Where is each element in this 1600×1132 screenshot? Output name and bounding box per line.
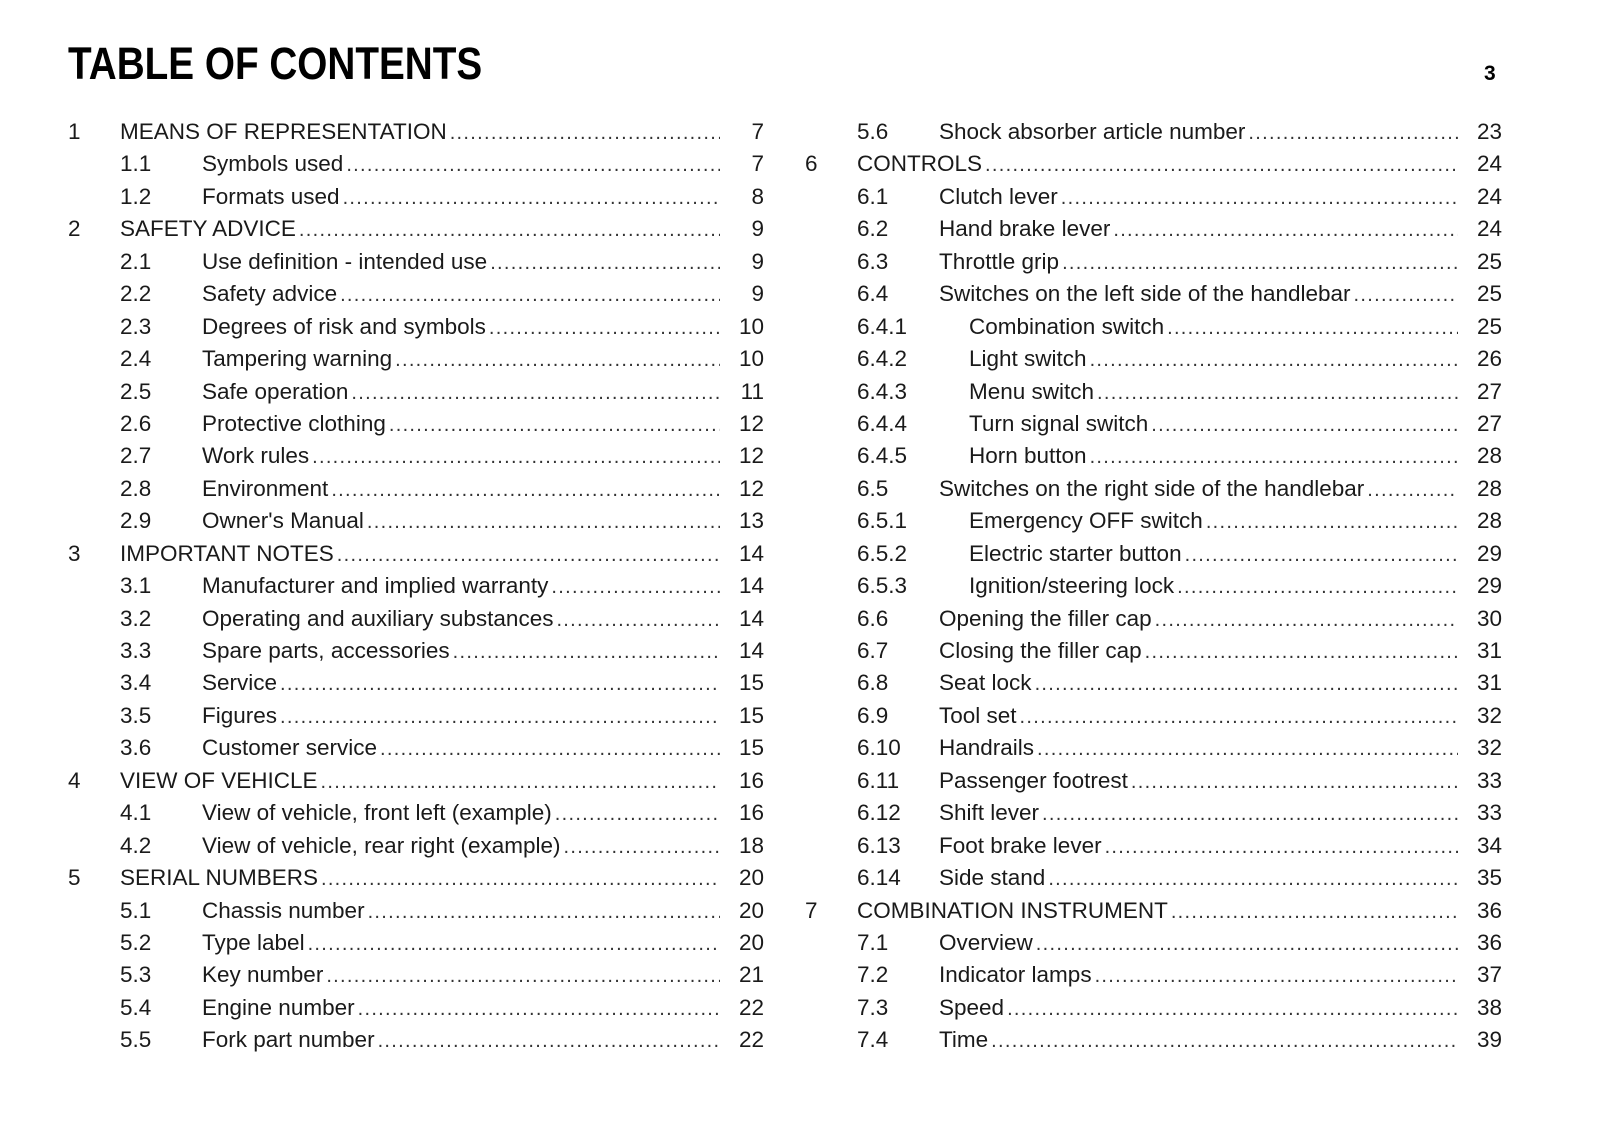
section-number: 4.1 [120, 800, 152, 826]
section-title[interactable]: Side stand [939, 865, 1046, 891]
section-page-number: 27 [1476, 410, 1502, 436]
section-title[interactable]: Combination switch [969, 313, 1165, 339]
section-page-number: 25 [1476, 248, 1502, 274]
section-number: 6.9 [857, 702, 889, 728]
section-page-number: 31 [1476, 670, 1502, 696]
toc-entry[interactable] [0, 635, 1510, 667]
section-number: 2.9 [120, 508, 152, 534]
section-number: 7.4 [857, 1027, 889, 1053]
entry-leader [939, 473, 1502, 506]
toc-entry[interactable] [0, 376, 1510, 408]
section-number: 2.6 [120, 410, 152, 436]
section-number: 3.3 [120, 638, 152, 663]
section-title[interactable]: Seat lock [939, 670, 1032, 696]
section-page-number: 26 [1476, 346, 1502, 372]
section-page-number: 20 [738, 897, 764, 923]
dot-leader [1177, 571, 1458, 603]
section-page-number: 24 [1476, 151, 1502, 177]
entry-leader [939, 830, 1502, 863]
entry-leader [939, 765, 1502, 798]
section-title[interactable]: Opening the filler cap [939, 605, 1152, 631]
toc-entry[interactable] [0, 603, 1510, 635]
section-page-number: 22 [738, 994, 764, 1020]
section-number: 3.6 [120, 735, 152, 761]
section-page-number: 15 [738, 670, 764, 696]
section-number: 5.3 [120, 962, 152, 988]
section-number: 3.2 [120, 605, 152, 631]
toc-entry[interactable] [0, 505, 1510, 537]
dot-leader [1062, 247, 1458, 279]
dot-leader [1036, 928, 1458, 960]
entry-leader [939, 181, 1502, 214]
section-title[interactable]: Formats used [202, 183, 340, 209]
section-title[interactable]: Throttle grip [939, 248, 1060, 274]
section-title[interactable]: Operating and auxiliary substances [202, 605, 554, 631]
dot-leader [1037, 733, 1458, 765]
section-number: 6.4.5 [857, 443, 908, 469]
section-number: 6.1 [857, 183, 889, 209]
section-page-number: 11 [740, 378, 764, 404]
section-title[interactable]: Shift lever [939, 800, 1040, 826]
section-number: 6.10 [857, 735, 901, 761]
toc-entry[interactable] [0, 213, 1510, 245]
section-number: 6.4.2 [857, 346, 908, 372]
section-title[interactable]: Overview [939, 929, 1033, 955]
section-number: 2 [68, 216, 81, 242]
section-title[interactable]: Type label [202, 929, 305, 955]
section-page-number: 29 [1476, 573, 1502, 599]
section-title[interactable]: Hand brake lever [939, 216, 1111, 242]
section-title[interactable]: Safety advice [202, 281, 338, 307]
section-number: 4 [68, 767, 81, 793]
section-number: 5.6 [857, 119, 889, 144]
dot-leader [1090, 344, 1458, 376]
section-title[interactable]: Time [939, 1027, 989, 1053]
section-title[interactable]: Menu switch [969, 378, 1095, 404]
dot-leader [1090, 441, 1458, 473]
dot-leader [1167, 312, 1458, 344]
entry-leader [939, 603, 1502, 636]
section-title[interactable]: Tampering warning [202, 346, 393, 372]
section-number: 1.1 [120, 151, 152, 177]
section-title[interactable]: View of vehicle, rear right (example) [202, 832, 561, 858]
section-number: 5.1 [120, 897, 152, 923]
section-number: 3.1 [120, 573, 152, 599]
section-page-number: 31 [1476, 638, 1502, 663]
entry-leader [969, 343, 1502, 376]
section-title[interactable]: CONTROLS [857, 151, 983, 177]
section-title[interactable]: Use definition - intended use [202, 248, 488, 274]
section-page-number: 8 [751, 183, 764, 209]
toc-entry[interactable] [0, 148, 1510, 180]
dot-leader [985, 149, 1458, 181]
section-title[interactable]: Emergency OFF switch [969, 508, 1203, 534]
section-title[interactable]: Foot brake lever [939, 832, 1102, 858]
section-title[interactable]: Speed [939, 994, 1005, 1020]
section-number: 6.4 [857, 281, 889, 307]
section-page-number: 32 [1476, 735, 1502, 761]
section-page-number: 34 [1476, 832, 1502, 858]
section-page-number: 21 [738, 962, 764, 988]
entry-leader [939, 1024, 1502, 1057]
section-number: 4.2 [120, 832, 152, 858]
entry-leader [857, 895, 1502, 928]
toc-entry[interactable] [0, 732, 1510, 764]
section-title[interactable]: Indicator lamps [939, 962, 1092, 988]
entry-leader [939, 862, 1502, 895]
section-number: 6.12 [857, 800, 901, 826]
section-title[interactable]: Spare parts, accessories [202, 638, 450, 663]
toc-entry[interactable] [0, 408, 1510, 440]
section-page-number: 14 [738, 573, 764, 599]
section-title[interactable]: SAFETY ADVICE [120, 216, 296, 242]
toc-entry[interactable] [0, 992, 1510, 1024]
dot-leader [991, 1025, 1458, 1057]
section-title[interactable]: Closing the filler cap [939, 638, 1142, 663]
section-title[interactable]: Customer service [202, 735, 378, 761]
section-page-number: 23 [1476, 119, 1502, 144]
toc-entry[interactable] [0, 181, 1510, 213]
toc-entry[interactable] [0, 473, 1510, 505]
section-title[interactable]: View of vehicle, front left (example) [202, 800, 552, 826]
section-page-number: 24 [1476, 216, 1502, 242]
entry-leader [969, 440, 1502, 473]
section-title[interactable]: Tool set [939, 702, 1017, 728]
entry-leader [969, 538, 1502, 571]
entry-leader [939, 213, 1502, 246]
section-title[interactable]: Handrails [939, 735, 1035, 761]
section-number: 5.5 [120, 1027, 152, 1053]
section-number: 6.4.3 [857, 378, 908, 404]
section-title[interactable]: IMPORTANT NOTES [120, 540, 334, 566]
section-page-number: 10 [738, 313, 764, 339]
section-title[interactable]: Work rules [202, 443, 310, 469]
page-title: TABLE OF CONTENTS [68, 38, 483, 89]
section-page-number: 20 [738, 929, 764, 955]
section-page-number: 14 [738, 605, 764, 631]
toc-entry[interactable] [0, 700, 1510, 732]
section-page-number: 33 [1476, 767, 1502, 793]
entry-leader [939, 246, 1502, 279]
section-title[interactable]: Manufacturer and implied warranty [202, 573, 549, 599]
section-page-number: 39 [1476, 1027, 1502, 1053]
section-number: 6.6 [857, 605, 889, 631]
section-number: 6.3 [857, 248, 889, 274]
entry-leader [969, 505, 1502, 538]
entry-leader [939, 667, 1502, 700]
section-page-number: 28 [1476, 443, 1502, 469]
section-title[interactable]: Service [202, 670, 278, 696]
dot-leader [1206, 506, 1458, 538]
section-title[interactable]: Symbols used [202, 151, 344, 177]
section-page-number: 9 [751, 216, 764, 242]
section-title[interactable]: Turn signal switch [969, 410, 1149, 436]
section-number: 5.2 [120, 929, 152, 955]
section-page-number: 12 [738, 443, 764, 469]
section-page-number: 9 [751, 281, 764, 307]
section-page-number: 7 [751, 119, 764, 144]
dot-leader [1171, 896, 1458, 928]
toc-entry[interactable] [0, 1024, 1510, 1056]
dot-leader [1185, 539, 1458, 571]
section-title[interactable]: COMBINATION INSTRUMENT [857, 897, 1168, 923]
section-page-number: 12 [738, 475, 764, 501]
section-number: 7.3 [857, 994, 889, 1020]
section-page-number: 16 [738, 800, 764, 826]
entry-leader [939, 959, 1502, 992]
section-number: 6.14 [857, 865, 901, 891]
dot-leader [1007, 993, 1458, 1025]
toc-right-column [0, 116, 1510, 1057]
section-title[interactable]: Horn button [969, 443, 1087, 469]
section-page-number: 30 [1476, 605, 1502, 631]
section-number: 3.4 [120, 670, 152, 696]
dot-leader [1354, 279, 1458, 311]
entry-leader [939, 992, 1502, 1025]
section-number: 6.8 [857, 670, 889, 696]
toc-entry[interactable] [0, 246, 1510, 278]
entry-leader [857, 148, 1502, 181]
section-page-number: 33 [1476, 800, 1502, 826]
entry-leader [969, 570, 1502, 603]
toc-entry[interactable] [0, 927, 1510, 959]
section-number: 6.5 [857, 475, 889, 501]
dot-leader [1145, 636, 1458, 668]
section-number: 6.5.3 [857, 573, 908, 599]
section-page-number: 9 [751, 248, 764, 274]
section-number: 7.2 [857, 962, 889, 988]
section-number: 2.1 [120, 248, 152, 274]
toc-entry[interactable] [0, 116, 1510, 148]
entry-leader [939, 797, 1502, 830]
section-title[interactable]: Ignition/steering lock [969, 573, 1175, 599]
toc-entry[interactable] [0, 830, 1510, 862]
section-page-number: 15 [738, 702, 764, 728]
dot-leader [1151, 409, 1458, 441]
section-page-number: 24 [1476, 183, 1502, 209]
section-title[interactable]: Safe operation [202, 378, 349, 404]
section-number: 2.7 [120, 443, 152, 469]
dot-leader [1131, 766, 1458, 798]
section-number: 6.2 [857, 216, 889, 242]
section-number: 7 [805, 897, 818, 923]
entry-leader [939, 927, 1502, 960]
toc-entry[interactable] [0, 895, 1510, 927]
section-number: 6.11 [857, 767, 900, 793]
section-number: 1 [68, 119, 81, 144]
section-number: 2.2 [120, 281, 152, 307]
section-title[interactable]: Clutch lever [939, 183, 1058, 209]
section-page-number: 25 [1476, 313, 1502, 339]
section-number: 6.7 [857, 638, 889, 663]
dot-leader [1020, 701, 1458, 733]
section-title[interactable]: Figures [202, 702, 278, 728]
dot-leader [1035, 668, 1458, 700]
section-page-number: 37 [1476, 962, 1502, 988]
section-number: 2.4 [120, 346, 152, 372]
section-title[interactable]: Light switch [969, 346, 1087, 372]
section-number: 7.1 [857, 929, 889, 955]
section-title[interactable]: Owner's Manual [202, 508, 364, 534]
section-number: 2.8 [120, 475, 152, 501]
toc-entry[interactable] [0, 862, 1510, 894]
section-number: 3.5 [120, 702, 152, 728]
section-title[interactable]: SERIAL NUMBERS [120, 865, 318, 891]
section-page-number: 12 [738, 410, 764, 436]
section-number: 5.4 [120, 994, 152, 1020]
section-page-number: 36 [1476, 897, 1502, 923]
section-number: 2.3 [120, 313, 152, 339]
section-title[interactable]: Environment [202, 475, 329, 501]
section-title[interactable]: Engine number [202, 994, 355, 1020]
section-page-number: 15 [738, 735, 764, 761]
section-number: 6 [805, 151, 818, 177]
toc-entry[interactable] [0, 765, 1510, 797]
toc-entry[interactable] [0, 538, 1510, 570]
section-title[interactable]: VIEW OF VEHICLE [120, 767, 318, 793]
entry-leader [939, 116, 1502, 149]
section-page-number: 38 [1476, 994, 1502, 1020]
dot-leader [1113, 214, 1458, 246]
toc-entry[interactable] [0, 311, 1510, 343]
section-page-number: 10 [738, 346, 764, 372]
entry-leader [969, 376, 1502, 409]
section-number: 5 [68, 865, 81, 891]
section-title[interactable]: Chassis number [202, 897, 365, 923]
entry-leader [969, 408, 1502, 441]
section-page-number: 22 [738, 1027, 764, 1053]
entry-leader [939, 278, 1502, 311]
dot-leader [1061, 182, 1458, 214]
section-number: 6.5.1 [857, 508, 908, 534]
section-page-number: 25 [1476, 281, 1502, 307]
section-title[interactable]: MEANS OF REPRESENTATION [120, 119, 447, 144]
section-number: 6.4.4 [857, 410, 908, 436]
page-number: 3 [1484, 62, 1496, 85]
section-title[interactable]: Electric starter button [969, 540, 1182, 566]
section-page-number: 29 [1476, 540, 1502, 566]
section-title[interactable]: Protective clothing [202, 410, 386, 436]
section-page-number: 14 [738, 638, 764, 663]
dot-leader [1248, 117, 1458, 149]
section-page-number: 28 [1476, 475, 1502, 501]
section-page-number: 14 [738, 540, 764, 566]
section-title[interactable]: Switches on the left side of the handlebar [939, 281, 1351, 307]
section-page-number: 36 [1476, 929, 1502, 955]
section-number: 6.5.2 [857, 540, 908, 566]
toc-entry[interactable] [0, 797, 1510, 829]
section-page-number: 7 [751, 151, 764, 177]
entry-leader [939, 732, 1502, 765]
section-title[interactable]: Key number [202, 962, 324, 988]
entry-leader [939, 700, 1502, 733]
toc-entry[interactable] [0, 959, 1510, 991]
toc-entry[interactable] [0, 440, 1510, 472]
dot-leader [1155, 604, 1458, 636]
dot-leader [1367, 474, 1458, 506]
section-title[interactable]: Fork part number [202, 1027, 375, 1053]
section-number: 6.13 [857, 832, 901, 858]
section-title[interactable]: Switches on the right side of the handlebar [939, 475, 1365, 501]
section-page-number: 27 [1476, 378, 1502, 404]
entry-leader [939, 635, 1502, 668]
section-page-number: 32 [1476, 702, 1502, 728]
dot-leader [1095, 960, 1458, 992]
section-number: 2.5 [120, 378, 152, 404]
entry-leader [969, 311, 1502, 344]
dot-leader [1042, 798, 1458, 830]
dot-leader [1048, 863, 1458, 895]
toc-entry[interactable] [0, 570, 1510, 602]
section-title[interactable]: Degrees of risk and symbols [202, 313, 486, 339]
toc-entry[interactable] [0, 667, 1510, 699]
section-page-number: 13 [738, 508, 764, 534]
section-page-number: 16 [738, 767, 764, 793]
section-page-number: 20 [738, 865, 764, 891]
toc-entry[interactable] [0, 343, 1510, 375]
section-page-number: 28 [1476, 508, 1502, 534]
dot-leader [1097, 377, 1458, 409]
toc-entry[interactable] [0, 278, 1510, 310]
section-title[interactable]: Passenger footrest [939, 767, 1128, 793]
section-page-number: 35 [1476, 865, 1502, 891]
section-number: 6.4.1 [857, 313, 908, 339]
section-number: 1.2 [120, 183, 152, 209]
section-number: 3 [68, 540, 81, 566]
section-page-number: 18 [738, 832, 764, 858]
section-title[interactable]: Shock absorber article number [939, 119, 1246, 144]
dot-leader [1105, 831, 1458, 863]
